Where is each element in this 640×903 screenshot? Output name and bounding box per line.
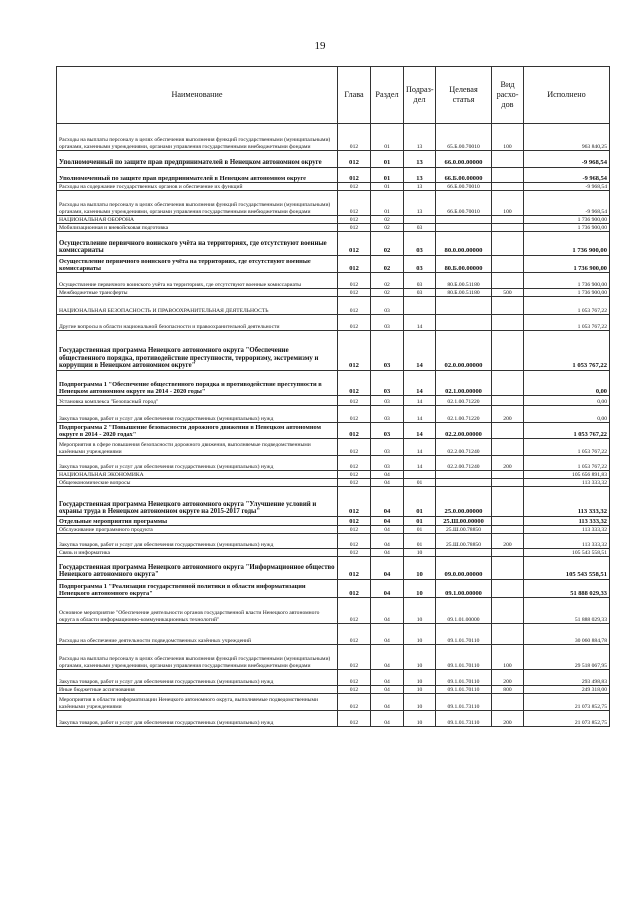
table-row xyxy=(57,406,610,423)
row-target-cell: 80.Б.00.51180 xyxy=(436,273,492,289)
row-target-cell: 25.Ш.00.78850 xyxy=(436,526,492,534)
row-sum-cell: 29 518 067,95 xyxy=(524,645,610,670)
row-name-cell: Общеэкономические вопросы xyxy=(57,479,338,487)
row-sum-cell: 249 318,00 xyxy=(524,686,610,694)
row-name-cell: Государственная программа Ненецкого автономного округа "Обеспечение общественного порядка, противодействие преступности, терроризму, экстремизму и коррупции в Ненецком автономном округе" xyxy=(57,331,338,371)
row-vid-cell xyxy=(492,624,524,645)
row-razdel-cell: 04 xyxy=(371,711,404,727)
row-vid-cell: 200 xyxy=(492,670,524,686)
row-name-cell: Уполномоченный по защите прав предпринимателей в Ненецком автономном округе xyxy=(57,151,338,168)
row-vid-cell: 100 xyxy=(492,124,524,151)
row-razdel-cell: 02 xyxy=(371,273,404,289)
row-podrazdel-cell: 14 xyxy=(404,315,436,331)
row-name-cell: Мероприятия в сфере повышения безопасности дорожного движения, выполняемые подведомственными казёнными учреждениями xyxy=(57,439,338,456)
table-row xyxy=(57,289,610,297)
row-vid-cell xyxy=(492,479,524,487)
row-glava-cell: 012 xyxy=(338,406,371,423)
row-vid-cell xyxy=(492,487,524,517)
row-target-cell: 02.1.00.71220 xyxy=(436,396,492,406)
row-glava-cell: 012 xyxy=(338,224,371,232)
row-vid-cell xyxy=(492,256,524,273)
row-podrazdel-cell: 14 xyxy=(404,331,436,371)
row-vid-cell: 200 xyxy=(492,534,524,549)
row-vid-cell xyxy=(492,423,524,439)
row-name-cell: Расходы на содержание государственных органов и обеспечение их функций xyxy=(57,183,338,191)
row-target-cell: 09.1.01.73110 xyxy=(436,694,492,711)
row-target-cell xyxy=(436,549,492,557)
row-vid-cell xyxy=(492,439,524,456)
row-glava-cell: 012 xyxy=(338,645,371,670)
table-row xyxy=(57,183,610,191)
col-header-razdel: Раздел xyxy=(371,67,404,124)
row-glava-cell: 012 xyxy=(338,549,371,557)
table-row xyxy=(57,549,610,557)
row-podrazdel-cell xyxy=(404,216,436,224)
row-sum-cell: 105 543 558,51 xyxy=(524,549,610,557)
row-razdel-cell: 04 xyxy=(371,471,404,479)
row-vid-cell xyxy=(492,183,524,191)
row-podrazdel-cell: 13 xyxy=(404,183,436,191)
row-name-cell: Осуществление первичного воинского учёта на территориях, где отсутствуют военные комиссариаты xyxy=(57,273,338,289)
row-target-cell: 09.0.00.00000 xyxy=(436,557,492,580)
row-target-cell: 09.1.00.00000 xyxy=(436,580,492,598)
row-target-cell xyxy=(436,315,492,331)
row-razdel-cell: 02 xyxy=(371,216,404,224)
row-name-cell: Государственная программа Ненецкого автономного округа "Информационное общество Ненецкого автономного округа" xyxy=(57,557,338,580)
row-name-cell: Подпрограмма 1 "Реализация государственной политики в области информатизации Ненецкого автономного округа" xyxy=(57,580,338,598)
col-header-name: Наименование xyxy=(57,67,338,124)
row-name-cell: Обслуживание программного продукта xyxy=(57,526,338,534)
row-glava-cell: 012 xyxy=(338,624,371,645)
row-podrazdel-cell: 03 xyxy=(404,224,436,232)
table-header-row xyxy=(57,67,610,124)
row-target-cell: 66.Б.00.00000 xyxy=(436,168,492,183)
row-sum-cell: 1 053 767,22 xyxy=(524,331,610,371)
row-razdel-cell: 04 xyxy=(371,686,404,694)
row-name-cell: Расходы на выплаты персоналу в целях обеспечения выполнения функций государственными (муниципальными) органами, казенными учреждениями, органами управления государственными внебюджетными фондами xyxy=(57,191,338,216)
row-sum-cell: -9 968,54 xyxy=(524,191,610,216)
row-name-cell: Расходы на обеспечение деятельности подведомственных казённых учреждений xyxy=(57,624,338,645)
row-name-cell: Осуществление первичного воинского учёта на территориях, где отсутствуют военные комиссариаты xyxy=(57,256,338,273)
row-glava-cell: 012 xyxy=(338,423,371,439)
row-sum-cell: 1 053 767,22 xyxy=(524,315,610,331)
row-vid-cell: 800 xyxy=(492,686,524,694)
row-name-cell: Межбюджетные трансферты xyxy=(57,289,338,297)
row-target-cell xyxy=(436,297,492,315)
row-vid-cell xyxy=(492,315,524,331)
row-target-cell: 66.Б.00.70010 xyxy=(436,183,492,191)
row-sum-cell: 1 053 767,22 xyxy=(524,297,610,315)
table-body xyxy=(57,124,610,727)
row-razdel-cell: 04 xyxy=(371,670,404,686)
budget-table xyxy=(56,66,610,727)
table-row xyxy=(57,297,610,315)
row-target-cell xyxy=(436,471,492,479)
row-vid-cell xyxy=(492,526,524,534)
row-glava-cell: 012 xyxy=(338,151,371,168)
row-name-cell: Расходы на выплаты персоналу в целях обеспечения выполнения функций государственными (муниципальными) органами, казенными учреждениями, органами управления государственными внебюджетными фондами xyxy=(57,645,338,670)
row-sum-cell: -9 968,54 xyxy=(524,183,610,191)
row-vid-cell xyxy=(492,232,524,256)
row-sum-cell: 30 060 884,78 xyxy=(524,624,610,645)
row-name-cell: НАЦИОНАЛЬНАЯ БЕЗОПАСНОСТЬ И ПРАВООХРАНИТЕЛЬНАЯ ДЕЯТЕЛЬНОСТЬ xyxy=(57,297,338,315)
row-glava-cell: 012 xyxy=(338,670,371,686)
row-vid-cell xyxy=(492,371,524,396)
row-razdel-cell: 04 xyxy=(371,580,404,598)
table-row xyxy=(57,216,610,224)
page-number: 19 xyxy=(314,40,326,52)
row-vid-cell xyxy=(492,517,524,526)
col-header-glava: Глава xyxy=(338,67,371,124)
table-row xyxy=(57,168,610,183)
row-glava-cell: 012 xyxy=(338,534,371,549)
row-target-cell: 25.Ш.00.00000 xyxy=(436,517,492,526)
row-name-cell: Отдельные мероприятия программы xyxy=(57,517,338,526)
row-name-cell: Установка комплекса "Безопасный город" xyxy=(57,396,338,406)
row-vid-cell xyxy=(492,273,524,289)
row-sum-cell: 1 736 900,00 xyxy=(524,289,610,297)
row-name-cell: Закупка товаров, работ и услуг для обеспечения государственных (муниципальных) нужд xyxy=(57,670,338,686)
row-podrazdel-cell: 14 xyxy=(404,439,436,456)
row-name-cell: Закупка товаров, работ и услуг для обеспечения государственных (муниципальных) нужд xyxy=(57,711,338,727)
row-sum-cell: 105 543 558,51 xyxy=(524,557,610,580)
row-glava-cell: 012 xyxy=(338,232,371,256)
row-target-cell: 80.Б.00.51180 xyxy=(436,289,492,297)
row-razdel-cell: 02 xyxy=(371,256,404,273)
row-podrazdel-cell: 13 xyxy=(404,151,436,168)
row-glava-cell: 012 xyxy=(338,479,371,487)
row-sum-cell: 113 333,32 xyxy=(524,534,610,549)
row-razdel-cell: 02 xyxy=(371,224,404,232)
row-target-cell: 09.1.01.70110 xyxy=(436,686,492,694)
row-vid-cell xyxy=(492,549,524,557)
row-razdel-cell: 03 xyxy=(371,439,404,456)
row-vid-cell xyxy=(492,471,524,479)
table-row xyxy=(57,645,610,670)
row-glava-cell: 012 xyxy=(338,168,371,183)
row-podrazdel-cell: 10 xyxy=(404,549,436,557)
row-name-cell: Мероприятия в области информатизации Ненецкого автономного округа, выполняемые подведомственными казёнными учреждениями xyxy=(57,694,338,711)
table-row xyxy=(57,670,610,686)
row-razdel-cell: 04 xyxy=(371,487,404,517)
row-name-cell: Связь и информатика xyxy=(57,549,338,557)
row-name-cell: Подпрограмма 2 "Повышение безопасности дорожного движения в Ненецком автономном округе в 2014 - 2020 годах" xyxy=(57,423,338,439)
table-row xyxy=(57,517,610,526)
row-glava-cell: 012 xyxy=(338,371,371,396)
row-razdel-cell: 01 xyxy=(371,124,404,151)
row-razdel-cell: 03 xyxy=(371,331,404,371)
table-row xyxy=(57,191,610,216)
row-name-cell: Мобилизационная и вневойсковая подготовка xyxy=(57,224,338,232)
row-target-cell: 80.0.00.00000 xyxy=(436,232,492,256)
row-target-cell: 09.1.01.70110 xyxy=(436,624,492,645)
table-row xyxy=(57,580,610,598)
row-razdel-cell: 03 xyxy=(371,396,404,406)
row-razdel-cell: 04 xyxy=(371,479,404,487)
row-podrazdel-cell: 03 xyxy=(404,273,436,289)
row-target-cell: 66.0.00.00000 xyxy=(436,151,492,168)
row-name-cell: Государственная программа Ненецкого автономного округа "Улучшение условий и охраны труда в Ненецком автономном округе на 2015-2017 годы" xyxy=(57,487,338,517)
row-glava-cell: 012 xyxy=(338,456,371,471)
table-row xyxy=(57,456,610,471)
row-razdel-cell: 03 xyxy=(371,297,404,315)
row-glava-cell: 012 xyxy=(338,297,371,315)
row-podrazdel-cell: 10 xyxy=(404,580,436,598)
row-razdel-cell: 03 xyxy=(371,371,404,396)
table-row xyxy=(57,624,610,645)
row-razdel-cell: 01 xyxy=(371,183,404,191)
table-row xyxy=(57,151,610,168)
row-target-cell: 09.1.01.73110 xyxy=(436,711,492,727)
row-razdel-cell: 01 xyxy=(371,168,404,183)
row-target-cell: 02.2.00.71240 xyxy=(436,456,492,471)
row-target-cell xyxy=(436,216,492,224)
row-target-cell: 02.1.00.00000 xyxy=(436,371,492,396)
table-row xyxy=(57,331,610,371)
row-glava-cell: 012 xyxy=(338,191,371,216)
row-vid-cell xyxy=(492,396,524,406)
row-vid-cell xyxy=(492,224,524,232)
table-row xyxy=(57,487,610,517)
row-sum-cell: -9 968,54 xyxy=(524,168,610,183)
row-podrazdel-cell: 10 xyxy=(404,598,436,624)
row-glava-cell: 012 xyxy=(338,315,371,331)
row-podrazdel-cell: 10 xyxy=(404,686,436,694)
row-razdel-cell: 04 xyxy=(371,549,404,557)
row-glava-cell: 012 xyxy=(338,183,371,191)
row-target-cell xyxy=(436,479,492,487)
row-sum-cell: 113 333,32 xyxy=(524,487,610,517)
table-row xyxy=(57,471,610,479)
row-podrazdel-cell: 01 xyxy=(404,534,436,549)
row-target-cell: 09.1.01.70110 xyxy=(436,645,492,670)
row-sum-cell: 1 053 767,22 xyxy=(524,456,610,471)
row-podrazdel-cell: 13 xyxy=(404,168,436,183)
row-podrazdel-cell: 03 xyxy=(404,256,436,273)
row-name-cell: Основное мероприятие "Обеспечение деятельности органов государственной власти Ненецкого автономного округа в области информационно-коммуникационных технологий" xyxy=(57,598,338,624)
col-header-done: Исполнено xyxy=(524,67,610,124)
row-glava-cell: 012 xyxy=(338,526,371,534)
row-podrazdel-cell: 03 xyxy=(404,232,436,256)
table-row xyxy=(57,694,610,711)
row-podrazdel-cell: 10 xyxy=(404,670,436,686)
row-vid-cell xyxy=(492,168,524,183)
row-sum-cell: 1 736 900,00 xyxy=(524,232,610,256)
row-sum-cell: 1 736 900,00 xyxy=(524,224,610,232)
row-sum-cell: 293 498,83 xyxy=(524,670,610,686)
row-target-cell: 02.0.00.00000 xyxy=(436,331,492,371)
table-row xyxy=(57,686,610,694)
row-podrazdel-cell: 01 xyxy=(404,526,436,534)
row-glava-cell: 012 xyxy=(338,216,371,224)
row-vid-cell: 200 xyxy=(492,406,524,423)
row-sum-cell: 1 736 900,00 xyxy=(524,216,610,224)
row-name-cell: Расходы на выплаты персоналу в целях обеспечения выполнения функций государственными (муниципальными) органами, казенными учреждениями, органами управления государственными внебюджетными фондами xyxy=(57,124,338,151)
table-row xyxy=(57,396,610,406)
row-razdel-cell: 04 xyxy=(371,694,404,711)
row-razdel-cell: 02 xyxy=(371,289,404,297)
row-vid-cell xyxy=(492,580,524,598)
table-row xyxy=(57,124,610,151)
row-name-cell: НАЦИОНАЛЬНАЯ ОБОРОНА xyxy=(57,216,338,224)
row-razdel-cell: 04 xyxy=(371,557,404,580)
table-row xyxy=(57,273,610,289)
row-podrazdel-cell: 10 xyxy=(404,557,436,580)
row-razdel-cell: 04 xyxy=(371,645,404,670)
row-target-cell: 66.Б.00.70010 xyxy=(436,191,492,216)
table-row xyxy=(57,315,610,331)
row-razdel-cell: 04 xyxy=(371,526,404,534)
row-vid-cell: 500 xyxy=(492,289,524,297)
row-glava-cell: 012 xyxy=(338,289,371,297)
row-name-cell: Закупка товаров, работ и услуг для обеспечения государственных (муниципальных) нужд xyxy=(57,406,338,423)
row-podrazdel-cell: 14 xyxy=(404,406,436,423)
row-razdel-cell: 04 xyxy=(371,534,404,549)
row-glava-cell: 012 xyxy=(338,439,371,456)
row-name-cell: Иные бюджетные ассигнования xyxy=(57,686,338,694)
row-name-cell: НАЦИОНАЛЬНАЯ ЭКОНОМИКА xyxy=(57,471,338,479)
row-podrazdel-cell: 13 xyxy=(404,191,436,216)
row-sum-cell: 113 333,32 xyxy=(524,526,610,534)
col-header-target: Целевая статья xyxy=(436,67,492,124)
row-vid-cell: 100 xyxy=(492,191,524,216)
row-podrazdel-cell: 01 xyxy=(404,487,436,517)
row-name-cell: Осуществление первичного воинского учёта на территориях, где отсутствуют военные комиссариаты xyxy=(57,232,338,256)
table-row xyxy=(57,526,610,534)
row-sum-cell: 963 840,25 xyxy=(524,124,610,151)
row-razdel-cell: 01 xyxy=(371,191,404,216)
row-sum-cell: 1 736 900,00 xyxy=(524,256,610,273)
row-sum-cell: 113 333,32 xyxy=(524,517,610,526)
row-podrazdel-cell: 01 xyxy=(404,517,436,526)
row-name-cell: Другие вопросы в области национальной безопасности и правоохранительной деятельности xyxy=(57,315,338,331)
row-sum-cell: 113 333,32 xyxy=(524,479,610,487)
col-header-vid: Вид расхо-дов xyxy=(492,67,524,124)
row-razdel-cell: 04 xyxy=(371,598,404,624)
row-vid-cell xyxy=(492,216,524,224)
row-vid-cell xyxy=(492,598,524,624)
row-podrazdel-cell: 14 xyxy=(404,371,436,396)
row-target-cell: 09.1.01.70110 xyxy=(436,670,492,686)
row-sum-cell: 105 656 891,83 xyxy=(524,471,610,479)
row-podrazdel-cell xyxy=(404,297,436,315)
row-glava-cell: 012 xyxy=(338,331,371,371)
row-name-cell: Закупка товаров, работ и услуг для обеспечения государственных (муниципальных) нужд xyxy=(57,456,338,471)
row-glava-cell: 012 xyxy=(338,694,371,711)
table-row xyxy=(57,232,610,256)
row-sum-cell: 1 053 767,22 xyxy=(524,439,610,456)
row-target-cell: 02.2.00.71240 xyxy=(436,439,492,456)
row-razdel-cell: 03 xyxy=(371,406,404,423)
row-podrazdel-cell: 14 xyxy=(404,456,436,471)
row-glava-cell: 012 xyxy=(338,686,371,694)
row-podrazdel-cell: 10 xyxy=(404,624,436,645)
row-podrazdel-cell: 14 xyxy=(404,396,436,406)
row-glava-cell: 012 xyxy=(338,711,371,727)
table-row xyxy=(57,479,610,487)
row-razdel-cell: 03 xyxy=(371,423,404,439)
row-vid-cell: 100 xyxy=(492,645,524,670)
row-glava-cell: 012 xyxy=(338,557,371,580)
row-sum-cell: 21 073 852,75 xyxy=(524,711,610,727)
row-razdel-cell: 03 xyxy=(371,456,404,471)
row-vid-cell xyxy=(492,297,524,315)
row-podrazdel-cell: 10 xyxy=(404,645,436,670)
col-header-podrazdel: Подраз-дел xyxy=(404,67,436,124)
table-row xyxy=(57,534,610,549)
row-razdel-cell: 04 xyxy=(371,517,404,526)
row-podrazdel-cell: 10 xyxy=(404,694,436,711)
row-vid-cell xyxy=(492,151,524,168)
row-sum-cell: 0,00 xyxy=(524,396,610,406)
row-podrazdel-cell: 01 xyxy=(404,479,436,487)
row-razdel-cell: 02 xyxy=(371,232,404,256)
row-glava-cell: 012 xyxy=(338,273,371,289)
row-razdel-cell: 03 xyxy=(371,315,404,331)
row-sum-cell: 0,00 xyxy=(524,371,610,396)
row-sum-cell: 1 053 767,22 xyxy=(524,423,610,439)
row-target-cell: 25.0.00.00000 xyxy=(436,487,492,517)
row-vid-cell: 200 xyxy=(492,456,524,471)
row-glava-cell: 012 xyxy=(338,256,371,273)
row-target-cell: 02.1.00.71220 xyxy=(436,406,492,423)
table-row xyxy=(57,598,610,624)
table-row xyxy=(57,711,610,727)
row-target-cell xyxy=(436,224,492,232)
row-sum-cell: 21 073 852,75 xyxy=(524,694,610,711)
row-sum-cell: -9 968,54 xyxy=(524,151,610,168)
table-row xyxy=(57,224,610,232)
row-sum-cell: 1 736 900,00 xyxy=(524,273,610,289)
table-row xyxy=(57,439,610,456)
row-sum-cell: 0,00 xyxy=(524,406,610,423)
row-podrazdel-cell: 03 xyxy=(404,289,436,297)
row-glava-cell: 012 xyxy=(338,487,371,517)
table-row xyxy=(57,557,610,580)
row-glava-cell: 012 xyxy=(338,598,371,624)
table-row xyxy=(57,256,610,273)
row-podrazdel-cell xyxy=(404,471,436,479)
row-vid-cell xyxy=(492,557,524,580)
row-vid-cell xyxy=(492,331,524,371)
row-target-cell: 09.1.01.00000 xyxy=(436,598,492,624)
table-row xyxy=(57,371,610,396)
row-glava-cell: 012 xyxy=(338,396,371,406)
row-target-cell: 02.2.00.00000 xyxy=(436,423,492,439)
row-vid-cell: 200 xyxy=(492,711,524,727)
row-sum-cell: 51 888 029,33 xyxy=(524,598,610,624)
row-target-cell: 80.Б.00.00000 xyxy=(436,256,492,273)
row-target-cell: 65.Б.00.70010 xyxy=(436,124,492,151)
row-sum-cell: 51 888 029,33 xyxy=(524,580,610,598)
row-name-cell: Уполномоченный по защите прав предпринимателей в Ненецком автономном округе xyxy=(57,168,338,183)
row-name-cell: Закупка товаров, работ и услуг для обеспечения государственных (муниципальных) нужд xyxy=(57,534,338,549)
row-name-cell: Подпрограмма 1 "Обеспечение общественного порядка и противодействие преступности в Ненецком автономном округе на 2014 - 2020 годы" xyxy=(57,371,338,396)
row-podrazdel-cell: 13 xyxy=(404,124,436,151)
row-razdel-cell: 01 xyxy=(371,151,404,168)
row-glava-cell: 012 xyxy=(338,471,371,479)
row-glava-cell: 012 xyxy=(338,517,371,526)
table-row xyxy=(57,423,610,439)
row-glava-cell: 012 xyxy=(338,124,371,151)
row-glava-cell: 012 xyxy=(338,580,371,598)
row-podrazdel-cell: 14 xyxy=(404,423,436,439)
row-podrazdel-cell: 10 xyxy=(404,711,436,727)
row-razdel-cell: 04 xyxy=(371,624,404,645)
row-target-cell: 25.Ш.00.78850 xyxy=(436,534,492,549)
row-vid-cell xyxy=(492,694,524,711)
